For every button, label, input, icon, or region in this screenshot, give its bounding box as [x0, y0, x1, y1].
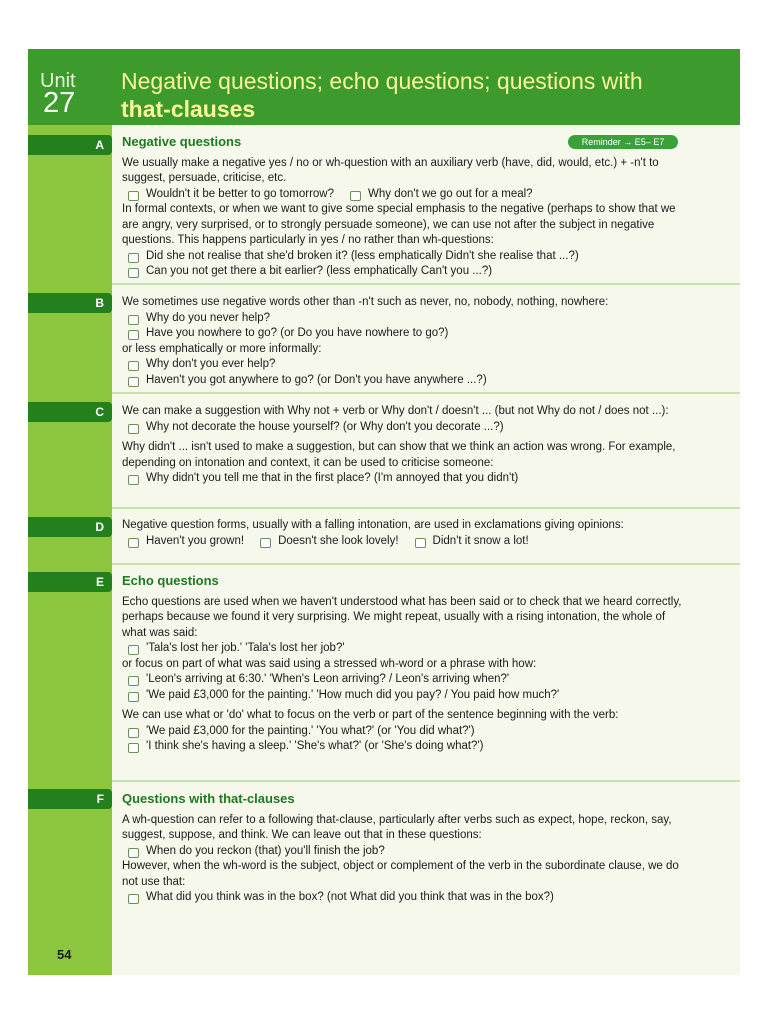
example: 'Leon's arriving at 6:30.' 'When's Leon arriving? / Leon's arriving when?': [122, 672, 692, 688]
page-number: 54: [57, 947, 72, 962]
title-line-2: that-clauses: [121, 96, 256, 122]
section-f: [122, 791, 692, 906]
section-tab-a: A: [28, 135, 112, 155]
example: Did she not realise that she'd broken it? (less emphatically Didn't she realise that ...?): [122, 249, 692, 265]
example: What did you think was in the box? (not What did you think that was in the box?): [122, 890, 692, 906]
example: Why don't you ever help?: [122, 357, 692, 373]
paragraph: In formal contexts, or when we want to give some special emphasis to the negative (perhaps to show that we are angry, very surprised, or to strongly persuade someone), we can use not after the subject in negative questions. This happens particularly in yes / no rather than wh-questions:: [122, 203, 676, 246]
section-f-heading: Questions with that-clauses: [122, 791, 295, 806]
example: Haven't you grown!: [146, 534, 244, 550]
example: Why don't we go out for a meal?: [368, 187, 533, 203]
example-row: [122, 187, 692, 203]
section-b: [122, 295, 692, 388]
example: 'We paid £3,000 for the painting.' 'How much did you pay? / You paid how much?': [122, 688, 692, 704]
section-tab-b: B: [28, 293, 112, 313]
example: 'I think she's having a sleep.' 'She's what?' (or 'She's doing what?'): [122, 739, 692, 755]
paragraph: A wh-question can refer to a following that-clause, particularly after verbs such as expect, hope, reckon, say, suggest, suppose, and think. We can leave out that in these questions:: [122, 813, 672, 841]
divider: [112, 563, 740, 565]
section-tab-d: D: [28, 517, 112, 537]
example: Wouldn't it be better to go tomorrow?: [146, 187, 334, 203]
unit-number: 27: [43, 87, 76, 119]
example: Why not decorate the house yourself? (or Why don't you decorate ...?): [122, 420, 692, 436]
paragraph: We can use what or 'do' what to focus on the verb or part of the sentence beginning with the verb:: [122, 709, 619, 721]
paragraph: Why didn't ... isn't used to make a suggestion, but can show that we think an action was wrong. For example, depending on intonation and context, it can be used to criticise someone:: [122, 441, 676, 469]
divider: [112, 283, 740, 285]
section-c: [122, 404, 692, 487]
example: Didn't it snow a lot!: [433, 534, 529, 550]
example: Why do you never help?: [122, 311, 692, 327]
example: Why didn't you tell me that in the first place? (I'm annoyed that you didn't): [122, 471, 692, 487]
section-a: [122, 134, 692, 280]
paragraph: We sometimes use negative words other than -n't such as never, no, nobody, nothing, nowhere:: [122, 296, 609, 308]
section-e-heading: Echo questions: [122, 573, 219, 588]
paragraph: Negative question forms, usually with a falling intonation, are used in exclamations giving opinions:: [122, 519, 624, 531]
example: Have you nowhere to go? (or Do you have nowhere to go?): [122, 326, 692, 342]
paragraph: However, when the wh-word is the subject, object or complement of the verb in the subordinate clause, we do not use that:: [122, 860, 679, 888]
paragraph: Echo questions are used when we haven't understood what has been said or to check that we heard correctly, perhaps because we found it very surprising. We might repeat, usually with a rising intonation, the whole of what was said:: [122, 595, 682, 639]
section-e: [122, 573, 692, 755]
paragraph: We can make a suggestion with Why not + verb or Why don't / doesn't ... (but not Why do not / does not ...):: [122, 405, 669, 417]
example: Doesn't she look lovely!: [278, 534, 398, 550]
example: Can you not get there a bit earlier? (less emphatically Can't you ...?): [122, 264, 692, 280]
divider: [112, 507, 740, 509]
left-sidebar: [28, 49, 112, 975]
title-line-1: Negative questions; echo questions; questions with: [121, 68, 643, 94]
section-d: [122, 518, 692, 549]
paragraph: or focus on part of what was said using a stressed wh-word or a phrase with how:: [122, 657, 537, 670]
unit-title: [121, 67, 643, 123]
example: 'Tala's lost her job.' 'Tala's lost her job?': [122, 641, 692, 657]
section-a-heading: Negative questions: [122, 134, 242, 149]
section-tab-e: E: [28, 572, 112, 592]
divider: [112, 780, 740, 782]
paragraph: We usually make a negative yes / no or wh-question with an auxiliary verb (have, did, would, etc.) + -n't to suggest, persuade, criticise, etc.: [122, 156, 659, 184]
example: 'We paid £3,000 for the painting.' 'You what?' (or 'You did what?'): [122, 724, 692, 740]
section-tab-f: F: [28, 789, 112, 809]
section-tab-c: C: [28, 402, 112, 422]
unit-header: [28, 49, 740, 125]
divider: [112, 392, 740, 394]
reminder-badge[interactable]: Reminder → E5– E7: [568, 135, 678, 149]
textbook-page: [28, 49, 740, 975]
unit-label: Unit: [40, 70, 76, 92]
example-row: [122, 534, 692, 550]
example: When do you reckon (that) you'll finish the job?: [122, 844, 692, 860]
paragraph: or less emphatically or more informally:: [122, 342, 322, 355]
example: Haven't you got anywhere to go? (or Don't you have anywhere ...?): [122, 373, 692, 389]
